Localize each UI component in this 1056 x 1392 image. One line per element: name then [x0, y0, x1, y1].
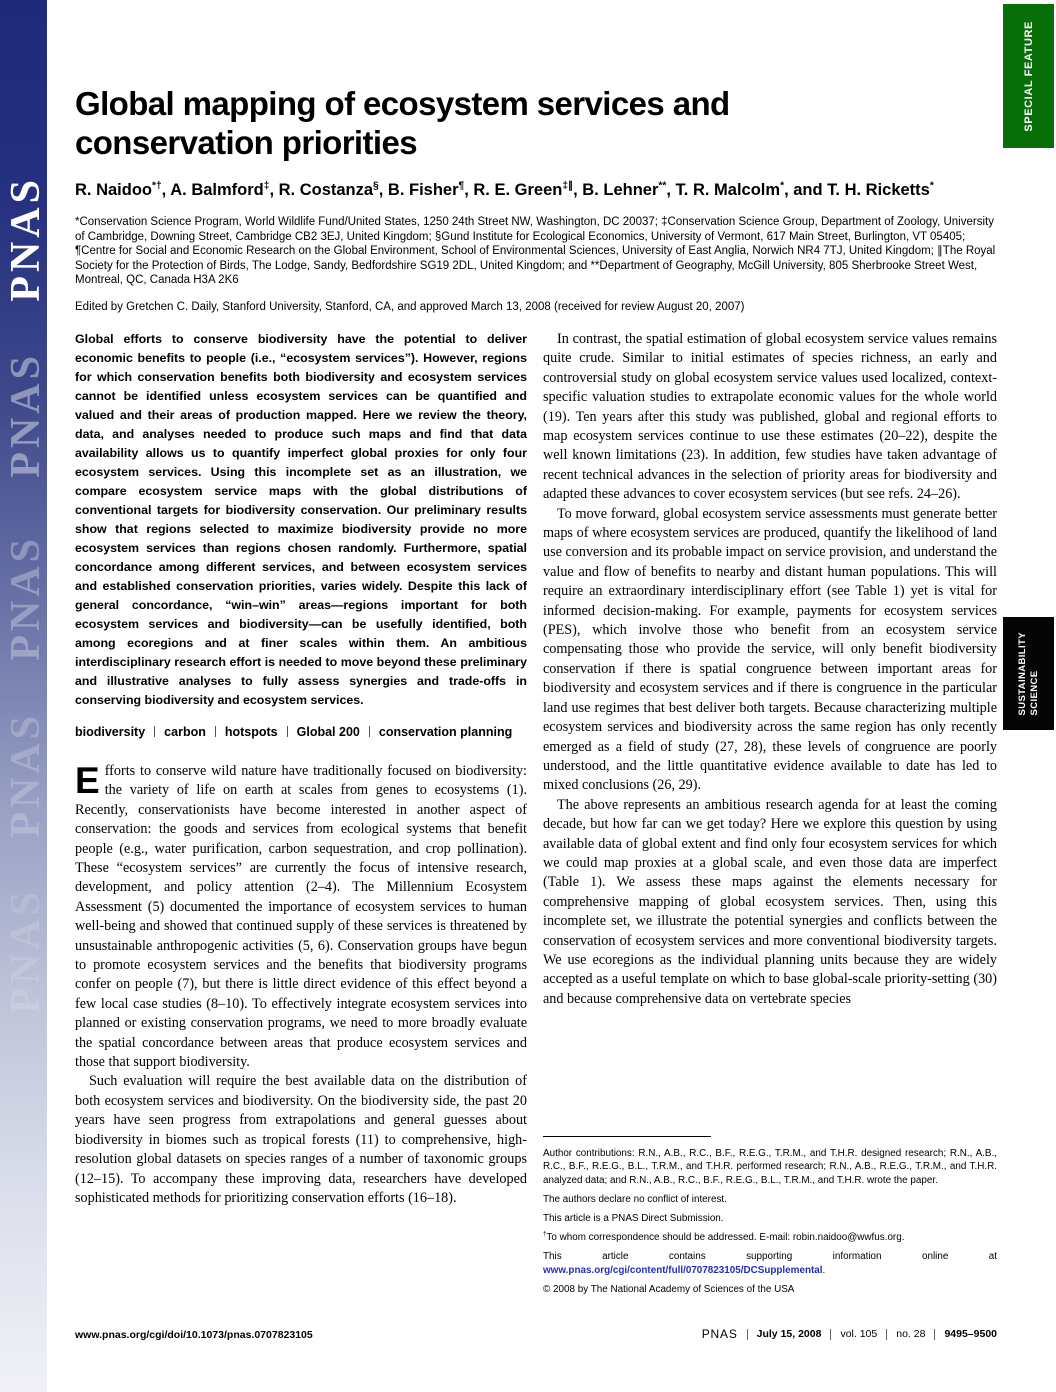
paragraph: To move forward, global ecosystem service assessments must generate better maps of where ecosystem services are produced, quantify the likelihood of land use conversion and its probable impact on service provision, and understand the value and flow of benefits to nearby and distant human populations. This will require an extraordinary interdisciplinary effort (see Table 1) yet is vital for informed decision-making. For example, payments for ecosystem services (PES), which involve those who benefit from an ecosystem service compensating those who provide the service, will only benefit biodiversity conservation if there is spatial congruence between important areas for biodiversity and ecosystem services and if there is congruence in the particular land use regimes that best deliver both targets. Because characterizing multiple ecosystem services and biodiversity across the same region has only recently emerged as a field of study (27, 28), these levels of congruence are poorly understood, and the little quantitative evidence available to date has led to mixed conclusions (26, 29). [543, 505, 997, 794]
keyword: conservation planning [378, 724, 513, 739]
footer-date: July 15, 2008 [756, 1328, 822, 1340]
keyword: Global 200 [296, 724, 360, 739]
pnas-wordmark-ghost: PNAS [3, 888, 49, 1014]
footer-separator [830, 1329, 831, 1340]
abstract: Global efforts to conserve biodiversity have the potential to deliver economic benefits to people (i.e., “ecosystem services”). However, regions for which conservation benefits both biodiversity and ecosystem services cannot be identified unless ecosystem services can be quantified and valued and their areas of production mapped. Here we review the theory, data, and analyses needed to produce such maps and find that data availability allows us to quantify imperfect global proxies for only four ecosystem services. Using this incomplete set as an illustration, we compare ecosystem service maps with the global distributions of conventional targets for biodiversity conservation. Our preliminary results show that regions selected to maximize biodiversity provide no more ecosystem services than regions chosen randomly. Furthermore, spatial concordance among different services, and between ecosystem services and established conservation priorities, varies widely. Despite this lack of general concordance, “win–win” areas—regions important for both ecosystem services and biodiversity—can be usefully identified, both among ecoregions and at finer scales within them. An ambitious interdisciplinary research effort is needed to move beyond these preliminary and illustrative analyses to fully assess synergies and trade-offs in conserving biodiversity and ecosystem services. [75, 331, 527, 707]
supporting-info-note [543, 1250, 997, 1276]
article-title [75, 84, 997, 162]
paragraph: In contrast, the spatial estimation of global ecosystem service values remains quite crude. Similar to initial estimates of species richness, an early and controversial study on global ecosystem service values used localized, context-specific valuation studies to extrapolate economic values for the whole world (19). Ten years after this study was published, global and regional efforts to map ecosystem services continue to use these estimates (20–22), despite the well known limitations (23). In addition, few studies have taken advantage of recent technical advances in the selection of priority areas for biodiversity and adapted these advances to cover ecosystem services (but see refs. 24–26). [543, 330, 997, 503]
right-column [543, 330, 997, 1302]
footer-issue: no. 28 [896, 1328, 926, 1340]
special-feature-tab [1003, 4, 1054, 148]
correspondence-text: To whom correspondence should be addressed. E-mail: robin.naidoo@wwfus.org. [546, 1232, 905, 1244]
keyword: biodiversity [75, 724, 146, 739]
sustainability-science-tab [1003, 617, 1054, 730]
supporting-info-text: This article contains supporting information online at [543, 1251, 997, 1263]
correspondence-marker: † [543, 1230, 547, 1238]
two-column-body [75, 330, 997, 1302]
keyword-separator [215, 726, 216, 737]
paragraph-intro [75, 759, 527, 1073]
page-footer [75, 1327, 997, 1341]
pnas-wordmark-ghost: PNAS [3, 535, 49, 661]
footer-separator [886, 1329, 887, 1340]
pnas-wordmark-ghost: PNAS [3, 712, 49, 838]
keyword: carbon [164, 724, 206, 739]
footer-brand: PNAS [701, 1327, 738, 1341]
left-column [75, 330, 527, 1302]
title-line-2: conservation priorities [75, 124, 417, 161]
paragraph-text: fforts to conserve wild nature have traditionally focused on biodiversity: the variety of life on earth at scales from genes to ecosystems (1). Recently, conservationists have become interested in another aspect of conservation: the goods and services from ecological systems that benefit people (e.g., water purification, carbon sequestration, and crop pollination). These “ecosystem services” are currently the focus of intensive research, development, and policy attention (2–4). The Millennium Ecosystem Assessment (5) documented the importance of ecosystem services to human well-being and showed that continued supply of these services is threatened by unsustainable anthropogenic activities (5, 6). Conservation groups have begun to promote ecosystem services and the benefits that biodiversity programs confer on people (7), but there is little direct evidence of this effect beyond a few local case studies (8–10). To effectively integrate ecosystem services into planned or existing conservation programs, we need to more broadly evaluate the spatial concordance between areas that produce ecosystem services and those that support biodiversity. [75, 762, 527, 1071]
title-line-1: Global mapping of ecosystem services and [75, 85, 730, 122]
edited-by-line: Edited by Gretchen C. Daily, Stanford University, Stanford, CA, and approved March 13, 2008 (received for review August 20, 2007) [75, 300, 745, 313]
authors-line: R. Naidoo*†, A. Balmford‡, R. Costanza§, B. Fisher¶, R. E. Green‡∥, B. Lehner**, T. R. Malcolm*, and T. H. Ricketts* [75, 180, 934, 199]
paragraph: Such evaluation will require the best available data on the distribution of both ecosystem services and biodiversity. On the biodiversity side, the past 20 years have seen progress from extrapolations and general guesses about biodiversity in biomes such as tropical forests (11) to comprehensive, high-resolution global datasets on species ranges of a number of taxonomic groups (12–15). To accompany these improving data, researchers have developed sophisticated methods for prioritizing conservation efforts (16–18). [75, 1073, 527, 1206]
keyword-separator [287, 726, 288, 737]
paragraph: The above represents an ambitious research agenda for at least the coming decade, but how far can we get today? Here we explore this question by using available data of global extent and find only four ecosystem services for which we could map proxies at a global scale, and even those data are imperfect (Table 1). We assess these maps against the elements necessary for comprehensive mapping of global ecosystem services. Then, using this incomplete set, we illustrate the potential synergies and conflicts between the conservation of ecosystem services and more conventional biodiversity targets. We use ecoregions as the individual planning units because they are widely accepted as a useful template on which to base global-scale priority-setting (30) and because comprehensive data on vertebrate species [543, 796, 997, 1007]
keyword-separator [369, 726, 370, 737]
correspondence-note [543, 1231, 997, 1244]
supporting-info-period: . [822, 1264, 826, 1276]
footer-volume: vol. 105 [840, 1328, 878, 1340]
pnas-spine [0, 0, 47, 1392]
footnote-rule [543, 1136, 711, 1137]
keywords-line [75, 725, 527, 739]
supporting-info-link[interactable]: www.pnas.org/cgi/content/full/0707823105/DCSupplemental [543, 1264, 823, 1276]
dropcap: E [75, 759, 100, 801]
footer-citation [702, 1327, 997, 1341]
footer-separator [747, 1329, 748, 1340]
article [75, 84, 997, 1302]
conflict-statement: The authors declare no conflict of interest. [543, 1193, 727, 1205]
pnas-wordmark-ghost: PNAS [3, 352, 49, 478]
sustainability-label-line2: SCIENCE [1029, 670, 1040, 716]
keyword: hotspots [224, 724, 278, 739]
author-contributions: Author contributions: R.N., A.B., R.C., B.F., R.E.G., T.R.M., and T.H.R. designed research; R.N., A.B., R.C., B.F., R.E.G., B.L., T.R.M., and T.H.R. performed research; R.N., A.B., R.E.G., T.R.M., and T.H.R. analyzed data; and R.N., A.B., R.C., B.F., R.E.G., B.L., T.R.M., and T.H.R. wrote the paper. [543, 1148, 997, 1186]
footer-separator [934, 1329, 935, 1340]
doi-url: www.pnas.org/cgi/doi/10.1073/pnas.0707823105 [75, 1329, 313, 1341]
direct-submission-note: This article is a PNAS Direct Submission. [543, 1212, 724, 1224]
footer-pages: 9495–9500 [944, 1328, 997, 1340]
affiliations: *Conservation Science Program, World Wildlife Fund/United States, 1250 24th Street NW, Washington, DC 20037; ‡Conservation Science Group, Department of Zoology, University of Cambridge, Downing Street, Cambridge CB2 3EJ, United Kingdom; §Gund Institute for Ecological Economics, University of Vermont, 617 Main Street, Burlington, VT 05405; ¶Centre for Social and Economic Research on the Global Environment, School of Environmental Sciences, University of East Anglia, Norwich NR4 7TJ, United Kingdom; ∥The Royal Society for the Protection of Birds, The Lodge, Sandy, Bedfordshire SG19 2DL, United Kingdom; and **Department of Geography, McGill University, 805 Sherbrooke Street West, Montreal, QC, Canada H3A 2K6 [75, 216, 996, 287]
special-feature-label: SPECIAL FEATURE [1022, 20, 1035, 132]
pnas-wordmark: PNAS [3, 176, 49, 302]
keyword-separator [154, 726, 155, 737]
footnotes-block [543, 1136, 997, 1302]
sustainability-label-line1: SUSTAINABILITY [1017, 631, 1028, 716]
copyright-line: © 2008 by The National Academy of Sciences of the USA [543, 1283, 795, 1295]
